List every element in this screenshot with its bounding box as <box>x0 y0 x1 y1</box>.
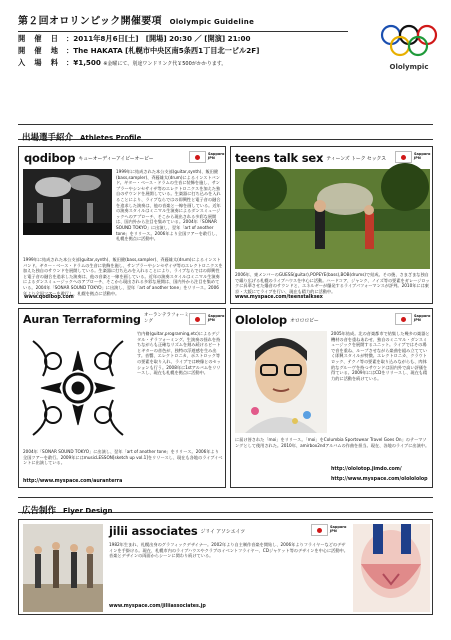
profile-text-continued: に届け皆された「moi」をリリース。「moi」をColumbia Sportswear Travel Goes On」のテーマソングとして使用された。2010年、amirbox2ndアルバムの作曲を担当。現在、各地のライブに出演中。 <box>235 437 430 448</box>
artist-url[interactable]: www.qodibop.com <box>24 295 74 300</box>
artist-name <box>109 524 245 538</box>
date-row <box>18 33 433 44</box>
venue-row <box>18 45 433 56</box>
rings-icon <box>380 22 438 62</box>
athletes-title-jp: 出場選手紹介 <box>22 133 74 143</box>
fee-row <box>18 57 433 70</box>
artist-url-myspace[interactable]: http://www.myspace.com/ololololop <box>331 477 428 482</box>
flag-label <box>208 152 224 160</box>
flag-label <box>414 152 430 160</box>
name-kana: オーランテラフォーミング <box>144 313 189 324</box>
guideline-title <box>18 12 348 32</box>
profile-text-continued: 2004年「SONAR SOUND TOKYO」に出演し、翌年「art of another tone」をリリース。2006年より全国ツアーを敢行。2009年にはmusicLESSON[sketch up vol.1]をリリースし、現在も各地のライブイベントに出演している。 <box>23 449 223 466</box>
name-text: jilii associates <box>109 524 198 538</box>
date-label: 開 催 日 <box>18 34 59 43</box>
fee-note: ※金曜にて、別途ワンドリンク代￥500がかかります。 <box>103 61 227 67</box>
profile-text: 1999年に結成された本公支部(guitar,synth)、飯田健(bass,sampler)、斉藤雄太(drum)によるインストバンド。ギター・ベース・ドラムの生音に装飾を施し、サンプラーやシンセサイザ等のエレクトロニクスを加えた独自のサウンドを展開している。生楽器に打ち込みを入れることにより、ライブならではの即興性と電子音の融合を追求した演奏は、他の音楽と一線を画している。近年の演奏スタイルはミニマル生演奏によるダンスミュージックへのアプローチ、そこから現出される多彩な展開は、国内外から注目を集めている。2004年「SONAR SOUND TOKYO」に出演し、翌年「art of another tone」をリリース。2006年より全国ツアーを敢行し、札幌を拠点に活動中。 <box>116 169 221 242</box>
ornament-artwork <box>23 331 133 445</box>
venue-value: ：The HAKATA [札幌市中央区南5条西1丁目北一ビル2F] <box>66 46 260 55</box>
portrait-image <box>235 331 327 433</box>
title-en: Ololympic Guideline <box>169 18 255 26</box>
flag-label <box>330 525 346 533</box>
artwork-image <box>23 331 133 445</box>
artist-url[interactable]: http://ololotop.jimdo.com/ <box>331 467 402 472</box>
band-photo-image <box>23 169 112 235</box>
name-kana: キューオーディーアイビーオービー <box>78 156 154 162</box>
japan-flag-icon <box>189 151 206 163</box>
designer-photo-left-image <box>23 524 103 612</box>
designer-photo-left <box>23 524 103 612</box>
flag-line2: JPN <box>208 318 215 322</box>
card-qodibop <box>18 146 226 304</box>
name-kana: ティーンズ トーク セックス <box>326 156 386 162</box>
flag-line2: JPN <box>414 156 421 160</box>
guideline-header <box>18 12 433 72</box>
flag-line1: Sapporo <box>330 525 347 529</box>
name-kana: オロロロピー <box>289 318 319 324</box>
athletes-section-title <box>18 124 433 143</box>
athletes-title-en: Athletes Profile <box>80 134 142 142</box>
design-title-jp: 広告制作 <box>22 506 57 516</box>
design-section-title <box>18 497 433 516</box>
design-title-en: Flyer Design <box>63 507 113 515</box>
flag-label <box>414 314 430 322</box>
japan-flag-icon <box>189 313 206 325</box>
profile-text: 1982年生まれ、札幌出身のグラフィックデザイナー。2002年より自主制作音楽を開始し、2006年よりフライヤーなどのデザインを手掛ける。現在、札幌市内のライブハウスやクラブのイベントフライヤー、CDジャケット等のデザインを中心に活動中。音楽とデザインの両面からシーンに関わり続けている。 <box>109 542 348 559</box>
japan-flag-icon <box>395 313 412 325</box>
japan-flag-icon <box>395 151 412 163</box>
profile-text: 2005年結成。北の音楽都市で結集した幾多の楽器と機材の音を重ねあわせ、独自のミニマル・ダンスミュージックを展開するユニット。ライブではその場で音を重ね、ループさせながら楽曲を組み立てていく即興スタイルが特徴。エレクトロニカ、クラウトロック、テクノ等の要素を取り込みながらも、肉体的なグルーヴを持つサウンドは国内外で高い評価を得ている。2009年にはCDをリリースし、現在も精力的に活動を続けている。 <box>331 331 430 381</box>
date-value: ：2011年8月6日[土] [開場] 20:30 ／ [開演] 21:00 <box>66 34 251 43</box>
fee-label: 入 場 料 <box>18 58 59 67</box>
name-kana: ジリイ アソシエイツ <box>200 529 245 535</box>
band-photo <box>23 169 112 235</box>
band-photo-image <box>235 169 430 269</box>
designer-photo-right <box>353 524 430 612</box>
profile-text-continued: 1999年に結成された本公支部(guitar,synth)、飯田健(bass,sampler)、斉藤雄太(drum)によるインストバンド。ギター・ベース・ドラムの生音に装飾を施し、サンプラーやシンセサイザ等のエレクトロニクスを加えた独自のサウンドを展開している。生楽器に打ち込みを入れることにより、ライブならではの即興性と電子音の融合を追求した演奏は、他の音楽と一線を画している。近年の演奏スタイルはミニマル生演奏によるダンスミュージックへのアプローチ、そこから現出される多彩な展開は、国内外から注目を集めている。2004年「SONAR SOUND TOKYO」に出演し、翌年「art of another tone」をリリース。2006年より全国ツアーを敢行し、札幌を拠点に活動中。 <box>23 257 223 296</box>
artist-portrait <box>235 331 327 433</box>
artist-url[interactable]: www.myspace.com/jiliiassociates.jp <box>109 604 206 609</box>
designer-photo-right-image <box>353 524 430 612</box>
flag-line1: Sapporo <box>414 152 431 156</box>
profile-text: 竹内脩(guitar,programing,etc)によるデジタル・テラフォーミング。生演奏の揺れを持ちながらも正確なリズムを刻み続けるビートとギターの音色が、独特の浮遊感を生み出す。音響、エレクトロニカ、ポストロック等の要素を取り入れ、ライブでは映像とのセッションも行う。2008年に1stアルバムをリリースし、現在も札幌を拠点に活動中。 <box>137 331 221 376</box>
fee-value: ：¥1,500 <box>66 58 101 67</box>
flag-line2: JPN <box>208 156 215 160</box>
name-text: Olololop <box>235 313 287 327</box>
flag-line1: Sapporo <box>208 314 225 318</box>
name-text: teens talk sex <box>235 151 324 165</box>
card-jilii-associates <box>18 519 433 615</box>
title-jp: 第２回オロリンピック開催要項 <box>18 16 162 27</box>
japan-flag-icon <box>311 524 328 536</box>
card-olololop <box>230 308 433 488</box>
card-auran-terraforming <box>18 308 226 488</box>
flag-line1: Sapporo <box>414 314 431 318</box>
artist-name <box>235 313 319 327</box>
artist-url[interactable]: http://www.myspace.com/auranterra <box>23 479 123 484</box>
artist-name <box>235 151 386 165</box>
artist-url[interactable]: www.myspace.com/teenstalksex <box>235 295 323 300</box>
flag-label <box>208 314 224 322</box>
artist-name <box>23 313 141 326</box>
logo-text: Ololympic <box>389 63 429 71</box>
name-text: Auran Terraforming <box>23 313 141 326</box>
band-photo <box>235 169 430 269</box>
flag-line2: JPN <box>414 318 421 322</box>
ololympic-logo <box>377 22 441 84</box>
venue-label: 開 催 地 <box>18 46 59 55</box>
flag-line2: JPN <box>330 529 337 533</box>
flag-line1: Sapporo <box>208 152 225 156</box>
name-text: qodibop <box>24 151 76 165</box>
card-teens-talk-sex <box>230 146 433 304</box>
profile-text: 2006年、東メンバーのGUESS(guitar),POPEYE(bass),BOB(drums)で結成。その後、さまざまな独自で繰り広げる札幌のライブハウスを中心に活動。ハードコア、ジャンク、ノイズ等の要素をガレージロックに昇華させた爆音のサウンドと、エネルギーが爆発するライブパフォーマンスが評判。2010年には東京・大阪にてライブを行い、現在も精力的に活動中。 <box>235 272 430 294</box>
artist-name <box>24 151 153 165</box>
